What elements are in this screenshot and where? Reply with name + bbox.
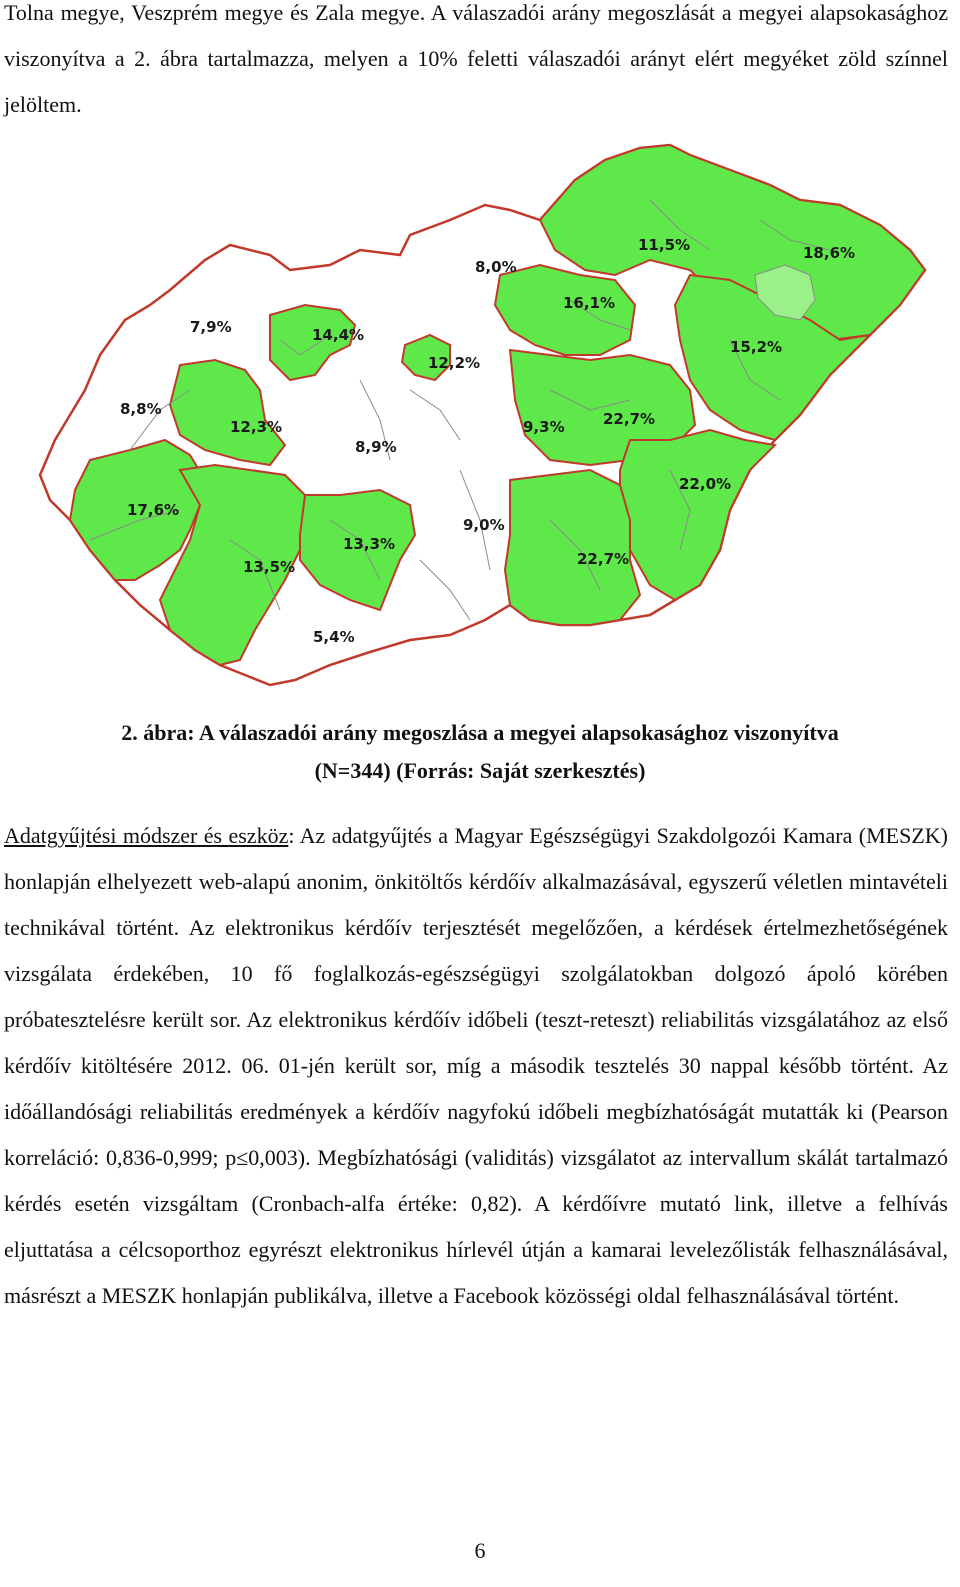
map-percentage-label: 22,7%	[603, 410, 656, 428]
map-percentage-label: 13,5%	[243, 558, 296, 576]
map-percentage-label: 8,8%	[120, 400, 162, 418]
map-percentage-label: 15,2%	[730, 338, 783, 356]
caption-line-2: (N=344) (Forrás: Saját szerkesztés)	[314, 758, 646, 783]
map-percentage-label: 22,0%	[679, 475, 732, 493]
figure-caption	[0, 714, 960, 790]
page-number: 6	[474, 1538, 486, 1563]
caption-line-1: 2. ábra: A válaszadói arány megoszlása a megyei alapsokasághoz viszonyítva	[121, 720, 839, 745]
map-percentage-label: 12,3%	[230, 418, 283, 436]
intro-paragraph: Tolna megye, Veszprém megye és Zala megye. A válaszadói arány megoszlását a megyei alapsokasághoz viszonyítva a 2. ábra tartalmazza, melyen a 10% feletti válaszadói arányt elért megyéket zöld színnel jelöltem.	[4, 0, 948, 117]
map-percentage-label: 17,6%	[127, 501, 180, 519]
method-heading: Adatgyűjtési módszer és eszköz	[4, 823, 289, 848]
county-bekes	[505, 470, 640, 625]
map-percentage-label: 7,9%	[190, 318, 232, 336]
map-percentage-label: 16,1%	[563, 294, 616, 312]
map-svg	[30, 140, 950, 700]
map-percentage-label: 22,7%	[577, 550, 630, 568]
method-body: : Az adatgyűjtés a Magyar Egészségügyi Szakdolgozói Kamara (MESZK) honlapján elhelyezett web-alapú anonim, önkitöltős kérdőív alkalmazásával, egyszerű véletlen mintavételi technikával történt. Az elektronikus kérdőív terjesztését megelőzően, a kérdések értelmezhetőségének vizsgálata érdekében, 10 fő foglalkozás-egészségügyi szolgálatokban dolgozó ápoló körében próbatesztelésre került sor. Az elektronikus kérdőív időbeli (teszt-reteszt) reliabilitás vizsgálatához az első kérdőív kitöltésére 2012. 06. 01-jén került sor, míg a második tesztelés 30 nappal később történt. Az időállandósági reliabilitás eredmények a kérdőív nagyfokú időbeli megbízhatóságát mutatták ki (Pearson korreláció: 0,836-0,999; p≤0,003). Megbízhatósági (validitás) vizsgálatot az intervallum skálát tartalmazó kérdés esetén vizsgáltam (Cronbach-alfa értéke: 0,82). A kérdőívre mutató link, illetve a felhívás eljuttatása a célcsoporthoz egyrészt elektronikus hírlevél útján a kamarai levelezőlisták felhasználásával, másrészt a MESZK honlapján publikálva, illetve a Facebook közösségi oldal felhasználásával történt.	[4, 823, 949, 1308]
county-hajdu-bihar	[620, 430, 775, 600]
map-percentage-label: 14,4%	[312, 326, 365, 344]
map-percentage-label: 11,5%	[638, 236, 691, 254]
hungary-county-map	[30, 140, 950, 700]
method-paragraph	[4, 813, 948, 1319]
map-percentage-label: 12,2%	[428, 354, 481, 372]
map-percentage-label: 9,3%	[523, 418, 565, 436]
map-percentage-label: 13,3%	[343, 535, 396, 553]
map-percentage-label: 8,0%	[475, 258, 517, 276]
map-percentage-label: 8,9%	[355, 438, 397, 456]
map-percentage-label: 5,4%	[313, 628, 355, 646]
map-percentage-label: 18,6%	[803, 244, 856, 262]
map-percentage-label: 9,0%	[463, 516, 505, 534]
